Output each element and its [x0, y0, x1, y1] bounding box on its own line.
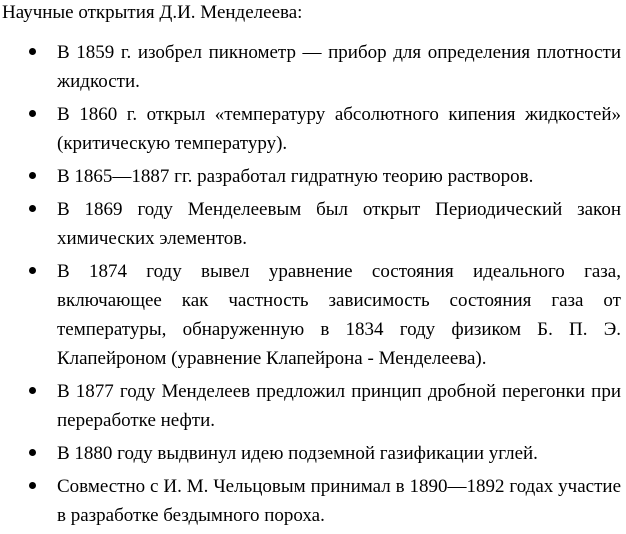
bullet-icon — [29, 449, 36, 456]
list-item — [0, 195, 626, 253]
bullet-icon — [29, 482, 36, 489]
list-item-text: В 1877 году Менделеев предложил принцип дробной перегонки при переработке нефти. — [57, 381, 621, 431]
bullet-icon — [29, 387, 36, 394]
bullet-icon — [29, 48, 36, 55]
list-item-text: В 1860 г. открыл «температуру абсолютного кипения жидкостей» (критическую температуру). — [57, 104, 621, 154]
list-item-text: В 1865—1887 гг. разработал гидратную теорию растворов. — [57, 166, 534, 187]
list-item — [0, 38, 626, 96]
discoveries-list — [0, 38, 626, 534]
list-item — [0, 377, 626, 435]
bullet-icon — [29, 267, 36, 274]
bullet-icon — [29, 110, 36, 117]
list-item-text: Совместно с И. М. Чельцовым принимал в 1890—1892 годах участие в разработке бездымного пороха. — [57, 476, 621, 526]
list-item-text: В 1874 году вывел уравнение состояния идеального газа, включающее как частность зависимость состояния газа от температуры, обнаруженную в 1834 году физиком Б. П. Э. Клапейроном (уравнение Клапейрона - Менделеева). — [57, 261, 621, 369]
list-item — [0, 439, 626, 468]
bullet-icon — [29, 172, 36, 179]
document-title: Научные открытия Д.И. Менделеева: — [2, 2, 303, 23]
list-item-text: В 1880 году выдвинул идею подземной газификации углей. — [57, 443, 538, 464]
list-item-text: В 1859 г. изобрел пикнометр — прибор для определения плотности жидкости. — [57, 42, 621, 92]
bullet-icon — [29, 205, 36, 212]
list-item — [0, 100, 626, 158]
list-item — [0, 257, 626, 373]
list-item — [0, 472, 626, 530]
list-item — [0, 162, 626, 191]
list-item-text: В 1869 году Менделеевым был открыт Периодический закон химических элементов. — [57, 199, 621, 249]
